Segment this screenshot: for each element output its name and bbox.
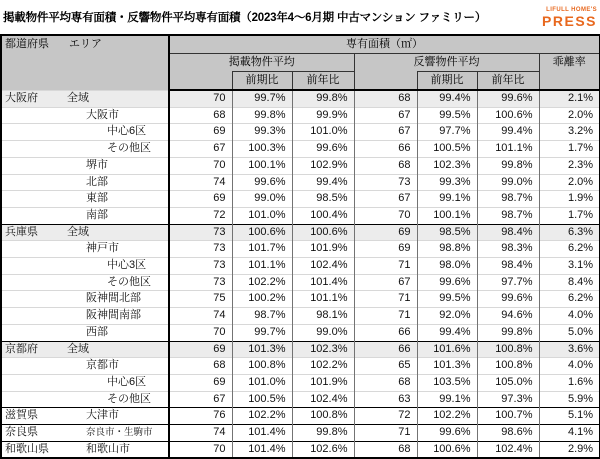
table-row bbox=[1, 207, 600, 224]
divergence-rate: 1.7% bbox=[539, 141, 600, 158]
listed-prev-period: 100.3% bbox=[232, 141, 292, 158]
table-row bbox=[1, 274, 600, 291]
listed-prev-period: 101.4% bbox=[232, 441, 292, 458]
response-prev-period: 101.3% bbox=[417, 358, 477, 375]
floor-area-group-header: 専有面積（㎡） bbox=[169, 35, 600, 54]
table-row bbox=[1, 341, 600, 358]
response-prev-year: 98.4% bbox=[477, 224, 539, 241]
pref-area-cell bbox=[1, 324, 169, 341]
table-row bbox=[1, 107, 600, 124]
listed-prev-year: 98.5% bbox=[292, 191, 354, 208]
listed-avg-value: 74 bbox=[169, 425, 232, 442]
pref-area-cell bbox=[1, 124, 169, 141]
response-prev-period: 101.6% bbox=[417, 341, 477, 358]
divergence-rate: 1.9% bbox=[539, 191, 600, 208]
listed-avg-value: 73 bbox=[169, 258, 232, 275]
response-prev-year: 99.6% bbox=[477, 291, 539, 308]
listed-prev-year: 101.4% bbox=[292, 274, 354, 291]
response-avg-value: 68 bbox=[354, 441, 417, 458]
listed-prev-year-header: 前年比 bbox=[292, 72, 354, 91]
area-label: 西部 bbox=[86, 325, 108, 338]
divergence-rate-header: 乖離率 bbox=[539, 54, 600, 91]
area-label: 全域 bbox=[67, 91, 89, 104]
prefecture-label: 和歌山県 bbox=[5, 442, 49, 455]
listed-prev-year: 99.4% bbox=[292, 174, 354, 191]
response-prev-period: 102.3% bbox=[417, 157, 477, 174]
response-avg-value: 68 bbox=[354, 374, 417, 391]
response-prev-year: 99.4% bbox=[477, 124, 539, 141]
table-row bbox=[1, 90, 600, 107]
divergence-rate: 4.0% bbox=[539, 308, 600, 325]
listed-avg-value: 69 bbox=[169, 191, 232, 208]
listed-prev-period: 102.2% bbox=[232, 408, 292, 425]
divergence-rate: 5.0% bbox=[539, 324, 600, 341]
response-prev-period: 99.6% bbox=[417, 274, 477, 291]
divergence-rate: 3.6% bbox=[539, 341, 600, 358]
response-prev-year: 100.7% bbox=[477, 408, 539, 425]
area-label: 阪神間北部 bbox=[86, 292, 141, 305]
response-prev-period: 99.1% bbox=[417, 391, 477, 408]
area-column-header: エリア bbox=[69, 38, 102, 50]
response-avg-value: 71 bbox=[354, 308, 417, 325]
area-label: 堺市 bbox=[86, 158, 108, 171]
listed-prev-period: 99.8% bbox=[232, 107, 292, 124]
response-prev-year: 101.1% bbox=[477, 141, 539, 158]
listed-prev-year: 102.4% bbox=[292, 258, 354, 275]
response-prev-year: 100.8% bbox=[477, 358, 539, 375]
listed-prev-period: 100.5% bbox=[232, 391, 292, 408]
response-prev-year: 105.0% bbox=[477, 374, 539, 391]
divergence-rate: 2.0% bbox=[539, 174, 600, 191]
table-row bbox=[1, 291, 600, 308]
pref-area-header-cell bbox=[1, 35, 169, 90]
response-avg-value: 66 bbox=[354, 324, 417, 341]
pref-area-cell bbox=[1, 358, 169, 375]
prefecture-column-header: 都道府県 bbox=[5, 38, 49, 50]
logo-brand-text: LIFULL HOME'S bbox=[546, 6, 597, 13]
response-prev-year: 98.4% bbox=[477, 258, 539, 275]
response-prev-period: 99.5% bbox=[417, 291, 477, 308]
response-prev-period: 98.5% bbox=[417, 224, 477, 241]
area-label: 中心6区 bbox=[107, 375, 147, 388]
divergence-rate: 4.0% bbox=[539, 358, 600, 375]
area-label: 神戸市 bbox=[86, 242, 119, 255]
table-body bbox=[1, 90, 600, 458]
pref-area-cell bbox=[1, 174, 169, 191]
response-avg-value: 68 bbox=[354, 157, 417, 174]
listed-prev-year: 101.0% bbox=[292, 124, 354, 141]
divergence-rate: 1.7% bbox=[539, 207, 600, 224]
listed-avg-value: 70 bbox=[169, 324, 232, 341]
divergence-rate: 3.1% bbox=[539, 258, 600, 275]
table-row bbox=[1, 124, 600, 141]
response-prev-year: 97.3% bbox=[477, 391, 539, 408]
listed-avg-value: 73 bbox=[169, 274, 232, 291]
pref-area-cell bbox=[1, 408, 169, 425]
area-label: 奈良市・生駒市 bbox=[86, 427, 153, 439]
divergence-rate: 6.2% bbox=[539, 291, 600, 308]
pref-area-cell bbox=[1, 241, 169, 258]
table-row bbox=[1, 157, 600, 174]
listed-prev-period: 99.7% bbox=[232, 90, 292, 107]
divergence-rate: 2.1% bbox=[539, 90, 600, 107]
listed-prev-year: 98.1% bbox=[292, 308, 354, 325]
listed-prev-period: 101.4% bbox=[232, 425, 292, 442]
listed-avg-value: 68 bbox=[169, 358, 232, 375]
listed-prev-period: 101.7% bbox=[232, 241, 292, 258]
response-avg-value: 71 bbox=[354, 425, 417, 442]
listed-prev-year: 102.9% bbox=[292, 157, 354, 174]
listed-avg-value: 74 bbox=[169, 174, 232, 191]
listed-avg-value: 74 bbox=[169, 308, 232, 325]
response-prev-year: 99.0% bbox=[477, 174, 539, 191]
area-report-table bbox=[0, 34, 600, 459]
response-avg-value: 66 bbox=[354, 141, 417, 158]
response-average-group-header: 反響物件平均 bbox=[354, 54, 539, 72]
listed-prev-period: 98.7% bbox=[232, 308, 292, 325]
response-prev-year: 98.3% bbox=[477, 241, 539, 258]
listed-prev-period: 101.0% bbox=[232, 374, 292, 391]
listed-prev-period: 101.1% bbox=[232, 258, 292, 275]
response-prev-period: 100.1% bbox=[417, 207, 477, 224]
listed-avg-value: 70 bbox=[169, 90, 232, 107]
blank-header-cell bbox=[354, 72, 417, 91]
listed-avg-value: 73 bbox=[169, 241, 232, 258]
response-avg-value: 65 bbox=[354, 358, 417, 375]
response-prev-period: 99.5% bbox=[417, 107, 477, 124]
response-avg-value: 67 bbox=[354, 191, 417, 208]
pref-area-cell bbox=[1, 341, 169, 358]
listed-prev-period: 101.0% bbox=[232, 207, 292, 224]
response-avg-value: 69 bbox=[354, 241, 417, 258]
listed-prev-period: 99.3% bbox=[232, 124, 292, 141]
blank-header-cell bbox=[169, 72, 232, 91]
listed-prev-period: 100.6% bbox=[232, 224, 292, 241]
divergence-rate: 1.6% bbox=[539, 374, 600, 391]
area-label: 北部 bbox=[86, 175, 108, 188]
pref-area-cell bbox=[1, 141, 169, 158]
response-prev-year: 102.4% bbox=[477, 441, 539, 458]
pref-area-cell bbox=[1, 207, 169, 224]
listed-prev-year: 99.9% bbox=[292, 107, 354, 124]
response-prev-period: 97.7% bbox=[417, 124, 477, 141]
response-prev-year: 99.8% bbox=[477, 324, 539, 341]
header-bar bbox=[0, 0, 600, 34]
listed-prev-period-header: 前期比 bbox=[232, 72, 292, 91]
response-prev-year-header: 前年比 bbox=[477, 72, 539, 91]
listed-prev-year: 100.4% bbox=[292, 207, 354, 224]
area-label: 京都市 bbox=[86, 359, 119, 372]
logo-press-text: PRESS bbox=[542, 12, 597, 29]
pref-area-cell bbox=[1, 425, 169, 442]
response-prev-year: 97.7% bbox=[477, 274, 539, 291]
listed-prev-year: 99.8% bbox=[292, 90, 354, 107]
pref-area-cell bbox=[1, 107, 169, 124]
listed-average-group-header: 掲載物件平均 bbox=[169, 54, 354, 72]
response-avg-value: 71 bbox=[354, 291, 417, 308]
listed-avg-value: 69 bbox=[169, 124, 232, 141]
pref-area-cell bbox=[1, 258, 169, 275]
listed-prev-year: 101.1% bbox=[292, 291, 354, 308]
area-label: その他区 bbox=[107, 392, 151, 405]
table-row bbox=[1, 224, 600, 241]
table-header bbox=[1, 35, 600, 90]
pref-area-cell bbox=[1, 157, 169, 174]
divergence-rate: 8.4% bbox=[539, 274, 600, 291]
response-avg-value: 69 bbox=[354, 224, 417, 241]
listed-prev-period: 99.6% bbox=[232, 174, 292, 191]
response-prev-period: 100.5% bbox=[417, 141, 477, 158]
response-avg-value: 67 bbox=[354, 107, 417, 124]
response-prev-period: 103.5% bbox=[417, 374, 477, 391]
response-avg-value: 66 bbox=[354, 341, 417, 358]
response-prev-period: 98.0% bbox=[417, 258, 477, 275]
prefecture-label: 奈良県 bbox=[5, 426, 38, 439]
table-row bbox=[1, 425, 600, 442]
listed-prev-year: 102.3% bbox=[292, 341, 354, 358]
pref-area-cell bbox=[1, 274, 169, 291]
listed-prev-year: 99.6% bbox=[292, 141, 354, 158]
area-label: 大津市 bbox=[86, 409, 119, 422]
response-prev-period: 99.4% bbox=[417, 324, 477, 341]
pref-area-cell bbox=[1, 291, 169, 308]
response-prev-year: 98.7% bbox=[477, 191, 539, 208]
listed-prev-year: 100.6% bbox=[292, 224, 354, 241]
area-label: 南部 bbox=[86, 208, 108, 221]
response-prev-period: 99.1% bbox=[417, 191, 477, 208]
response-prev-year: 98.6% bbox=[477, 425, 539, 442]
listed-prev-period: 100.8% bbox=[232, 358, 292, 375]
listed-prev-period: 102.2% bbox=[232, 274, 292, 291]
table-row bbox=[1, 191, 600, 208]
response-prev-period: 98.8% bbox=[417, 241, 477, 258]
listed-avg-value: 75 bbox=[169, 291, 232, 308]
divergence-rate: 3.2% bbox=[539, 124, 600, 141]
lifull-homes-press-logo bbox=[542, 7, 599, 28]
response-prev-period: 99.6% bbox=[417, 425, 477, 442]
divergence-rate: 5.9% bbox=[539, 391, 600, 408]
area-label: 中心3区 bbox=[107, 259, 147, 272]
response-prev-year: 99.6% bbox=[477, 90, 539, 107]
pref-area-cell bbox=[1, 308, 169, 325]
listed-prev-year: 99.8% bbox=[292, 425, 354, 442]
area-label: 阪神間南部 bbox=[86, 309, 141, 322]
listed-avg-value: 69 bbox=[169, 341, 232, 358]
prefecture-label: 兵庫県 bbox=[5, 225, 38, 238]
listed-prev-year: 102.4% bbox=[292, 391, 354, 408]
response-prev-year: 100.8% bbox=[477, 341, 539, 358]
listed-avg-value: 68 bbox=[169, 107, 232, 124]
area-label: 全域 bbox=[67, 225, 89, 238]
pref-area-cell bbox=[1, 374, 169, 391]
listed-avg-value: 70 bbox=[169, 157, 232, 174]
area-label: その他区 bbox=[107, 275, 151, 288]
area-label: 和歌山市 bbox=[86, 442, 130, 455]
listed-avg-value: 67 bbox=[169, 391, 232, 408]
listed-prev-year: 101.9% bbox=[292, 374, 354, 391]
table-row bbox=[1, 358, 600, 375]
table-row bbox=[1, 308, 600, 325]
pref-area-cell bbox=[1, 90, 169, 107]
pref-area-cell bbox=[1, 224, 169, 241]
table-row bbox=[1, 391, 600, 408]
listed-avg-value: 73 bbox=[169, 224, 232, 241]
listed-avg-value: 69 bbox=[169, 374, 232, 391]
response-avg-value: 67 bbox=[354, 274, 417, 291]
response-prev-period: 102.2% bbox=[417, 408, 477, 425]
area-label: 中心6区 bbox=[107, 125, 147, 138]
listed-prev-year: 102.2% bbox=[292, 358, 354, 375]
response-avg-value: 71 bbox=[354, 258, 417, 275]
listed-prev-year: 101.9% bbox=[292, 241, 354, 258]
listed-avg-value: 76 bbox=[169, 408, 232, 425]
listed-prev-period: 99.7% bbox=[232, 324, 292, 341]
divergence-rate: 6.3% bbox=[539, 224, 600, 241]
table-row bbox=[1, 408, 600, 425]
table-row bbox=[1, 174, 600, 191]
listed-prev-period: 101.3% bbox=[232, 341, 292, 358]
listed-prev-year: 100.8% bbox=[292, 408, 354, 425]
table-row bbox=[1, 374, 600, 391]
area-label: その他区 bbox=[107, 142, 151, 155]
listed-prev-year: 99.0% bbox=[292, 324, 354, 341]
table-row bbox=[1, 258, 600, 275]
listed-prev-period: 100.1% bbox=[232, 157, 292, 174]
divergence-rate: 5.1% bbox=[539, 408, 600, 425]
divergence-rate: 2.9% bbox=[539, 441, 600, 458]
area-label: 全域 bbox=[67, 342, 89, 355]
response-prev-period: 100.6% bbox=[417, 441, 477, 458]
area-label: 大阪市 bbox=[86, 108, 119, 121]
divergence-rate: 6.2% bbox=[539, 241, 600, 258]
response-prev-year: 99.8% bbox=[477, 157, 539, 174]
listed-prev-year: 102.6% bbox=[292, 441, 354, 458]
listed-prev-period: 100.2% bbox=[232, 291, 292, 308]
listed-avg-value: 67 bbox=[169, 141, 232, 158]
response-avg-value: 73 bbox=[354, 174, 417, 191]
divergence-rate: 2.0% bbox=[539, 107, 600, 124]
listed-prev-period: 99.0% bbox=[232, 191, 292, 208]
divergence-rate: 4.1% bbox=[539, 425, 600, 442]
table-row bbox=[1, 241, 600, 258]
pref-area-cell bbox=[1, 391, 169, 408]
response-prev-period: 99.3% bbox=[417, 174, 477, 191]
page-title: 掲載物件平均専有面積・反響物件平均専有面積（2023年4～6月期 中古マンション ファミリー） bbox=[3, 12, 487, 24]
pref-area-cell bbox=[1, 191, 169, 208]
response-prev-year: 100.6% bbox=[477, 107, 539, 124]
listed-avg-value: 70 bbox=[169, 441, 232, 458]
response-prev-year: 98.7% bbox=[477, 207, 539, 224]
response-avg-value: 70 bbox=[354, 207, 417, 224]
prefecture-label: 大阪府 bbox=[5, 91, 38, 104]
response-prev-period-header: 前期比 bbox=[417, 72, 477, 91]
response-avg-value: 67 bbox=[354, 124, 417, 141]
header-row-1 bbox=[1, 35, 600, 54]
prefecture-label: 滋賀県 bbox=[5, 409, 38, 422]
response-avg-value: 68 bbox=[354, 90, 417, 107]
response-prev-period: 92.0% bbox=[417, 308, 477, 325]
response-prev-period: 99.4% bbox=[417, 90, 477, 107]
prefecture-label: 京都府 bbox=[5, 342, 38, 355]
area-label: 東部 bbox=[86, 192, 108, 205]
listed-avg-value: 72 bbox=[169, 207, 232, 224]
response-prev-year: 94.6% bbox=[477, 308, 539, 325]
response-avg-value: 63 bbox=[354, 391, 417, 408]
table-row bbox=[1, 324, 600, 341]
table-row bbox=[1, 141, 600, 158]
divergence-rate: 2.3% bbox=[539, 157, 600, 174]
response-avg-value: 72 bbox=[354, 408, 417, 425]
